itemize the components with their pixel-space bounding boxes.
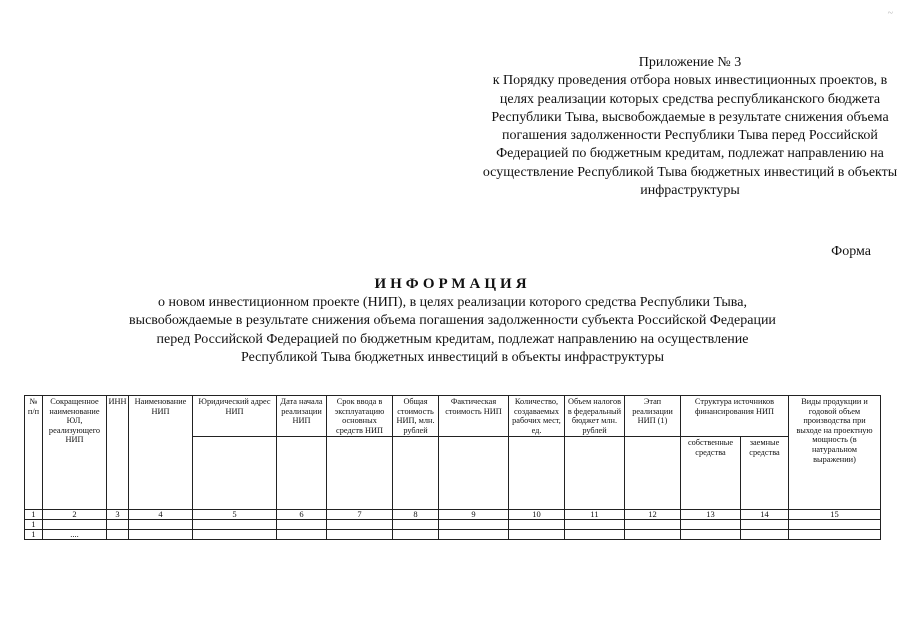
table-cell <box>277 530 327 540</box>
column-number: 1 <box>25 510 43 520</box>
cell-empty <box>393 437 439 510</box>
cell-empty <box>327 437 393 510</box>
table-cell: 1 <box>25 530 43 540</box>
col-header-financing: Структура источников финансирования НИП <box>681 396 789 437</box>
col-header-jobs: Количество, создаваемых рабочих мест, ед. <box>509 396 565 437</box>
table-cell <box>277 520 327 530</box>
cell-empty <box>193 437 277 510</box>
col-header-project-name: Наименование НИП <box>129 396 193 510</box>
column-numbers-row <box>25 510 881 520</box>
col-header-inn: ИНН <box>107 396 129 510</box>
table-cell <box>789 530 881 540</box>
table-cell <box>509 520 565 530</box>
col-header-products: Виды продукции и годовой объем производства при выходе на проектную мощность (в натуральном выражении) <box>789 396 881 510</box>
table-cell <box>625 530 681 540</box>
form-label: Форма <box>831 244 871 259</box>
table-cell <box>509 530 565 540</box>
table-cell <box>741 530 789 540</box>
col-header-taxes: Объем налогов в федеральный бюджет млн. рублей <box>565 396 625 437</box>
column-number: 3 <box>107 510 129 520</box>
cell-empty <box>625 437 681 510</box>
table-cell <box>741 520 789 530</box>
col-header-stage: Этап реализации НИП (1) <box>625 396 681 437</box>
col-header-total-cost: Общая стоимость НИП, млн. рублей <box>393 396 439 437</box>
table-cell <box>439 530 509 540</box>
table-row <box>25 530 881 540</box>
column-number: 15 <box>789 510 881 520</box>
col-header-borrowed-funds: заемные средства <box>741 437 789 510</box>
table-cell <box>393 520 439 530</box>
cell-empty <box>439 437 509 510</box>
column-number: 7 <box>327 510 393 520</box>
col-header-short-name: Сокращенное наименование ЮЛ, реализующего НИП <box>43 396 107 510</box>
cell-empty <box>565 437 625 510</box>
table-cell <box>439 520 509 530</box>
column-number: 8 <box>393 510 439 520</box>
column-number: 4 <box>129 510 193 520</box>
col-header-start-date: Дата начала реализации НИП <box>277 396 327 437</box>
table-cell <box>107 530 129 540</box>
column-number: 12 <box>625 510 681 520</box>
document-subtitle: о новом инвестиционном проекте (НИП), в целях реализации которого средства Республики Тыва, высвобождаемые в результате снижения объема погашения задолженности субъекта Российской Федерации перед Российской Федерацией по бюджетным кредитам, подлежат направлению на осуществление Республикой Тыва бюджетных инвестиций в объекты инфраструктуры <box>129 295 776 365</box>
table-cell <box>129 530 193 540</box>
table-cell <box>43 520 107 530</box>
cell-empty <box>509 437 565 510</box>
column-number: 10 <box>509 510 565 520</box>
corner-mark: ~ <box>887 8 893 19</box>
appendix-title: Приложение № 3 <box>638 55 742 70</box>
table-cell <box>565 520 625 530</box>
table-cell <box>625 520 681 530</box>
column-number: 9 <box>439 510 509 520</box>
column-number: 6 <box>277 510 327 520</box>
column-number: 2 <box>43 510 107 520</box>
table-cell: 1 <box>25 520 43 530</box>
col-header-actual-cost: Фактическая стоимость НИП <box>439 396 509 437</box>
table-cell <box>193 530 277 540</box>
appendix-block <box>480 54 900 200</box>
table-cell <box>193 520 277 530</box>
table-cell <box>681 530 741 540</box>
info-table <box>24 395 881 540</box>
column-number: 5 <box>193 510 277 520</box>
column-number: 11 <box>565 510 625 520</box>
table-cell <box>107 520 129 530</box>
table-cell <box>681 520 741 530</box>
table-cell <box>129 520 193 530</box>
col-header-number: № п/п <box>25 396 43 510</box>
cell-empty <box>277 437 327 510</box>
table-cell <box>327 530 393 540</box>
table-cell: .... <box>43 530 107 540</box>
col-header-legal-address: Юридический адрес НИП <box>193 396 277 437</box>
table-cell <box>393 530 439 540</box>
col-header-commissioning: Срок ввода в эксплуатацию основных средств НИП <box>327 396 393 437</box>
table-cell <box>789 520 881 530</box>
col-header-own-funds: собственные средства <box>681 437 741 510</box>
document-title: ИНФОРМАЦИЯ <box>374 276 531 292</box>
table-row <box>25 520 881 530</box>
column-number: 14 <box>741 510 789 520</box>
column-number: 13 <box>681 510 741 520</box>
table-cell <box>565 530 625 540</box>
table-cell <box>327 520 393 530</box>
appendix-text: к Порядку проведения отбора новых инвестиционных проектов, в целях реализации которых средства республиканского бюджета Республики Тыва, высвобождаемые в результате снижения объема погашения задолженности Республики Тыва перед Российской Федерацией по бюджетным кредитам, подлежат направлению на осуществление Республикой Тыва бюджетных инвестиций в объекты инфраструктуры <box>482 73 898 199</box>
